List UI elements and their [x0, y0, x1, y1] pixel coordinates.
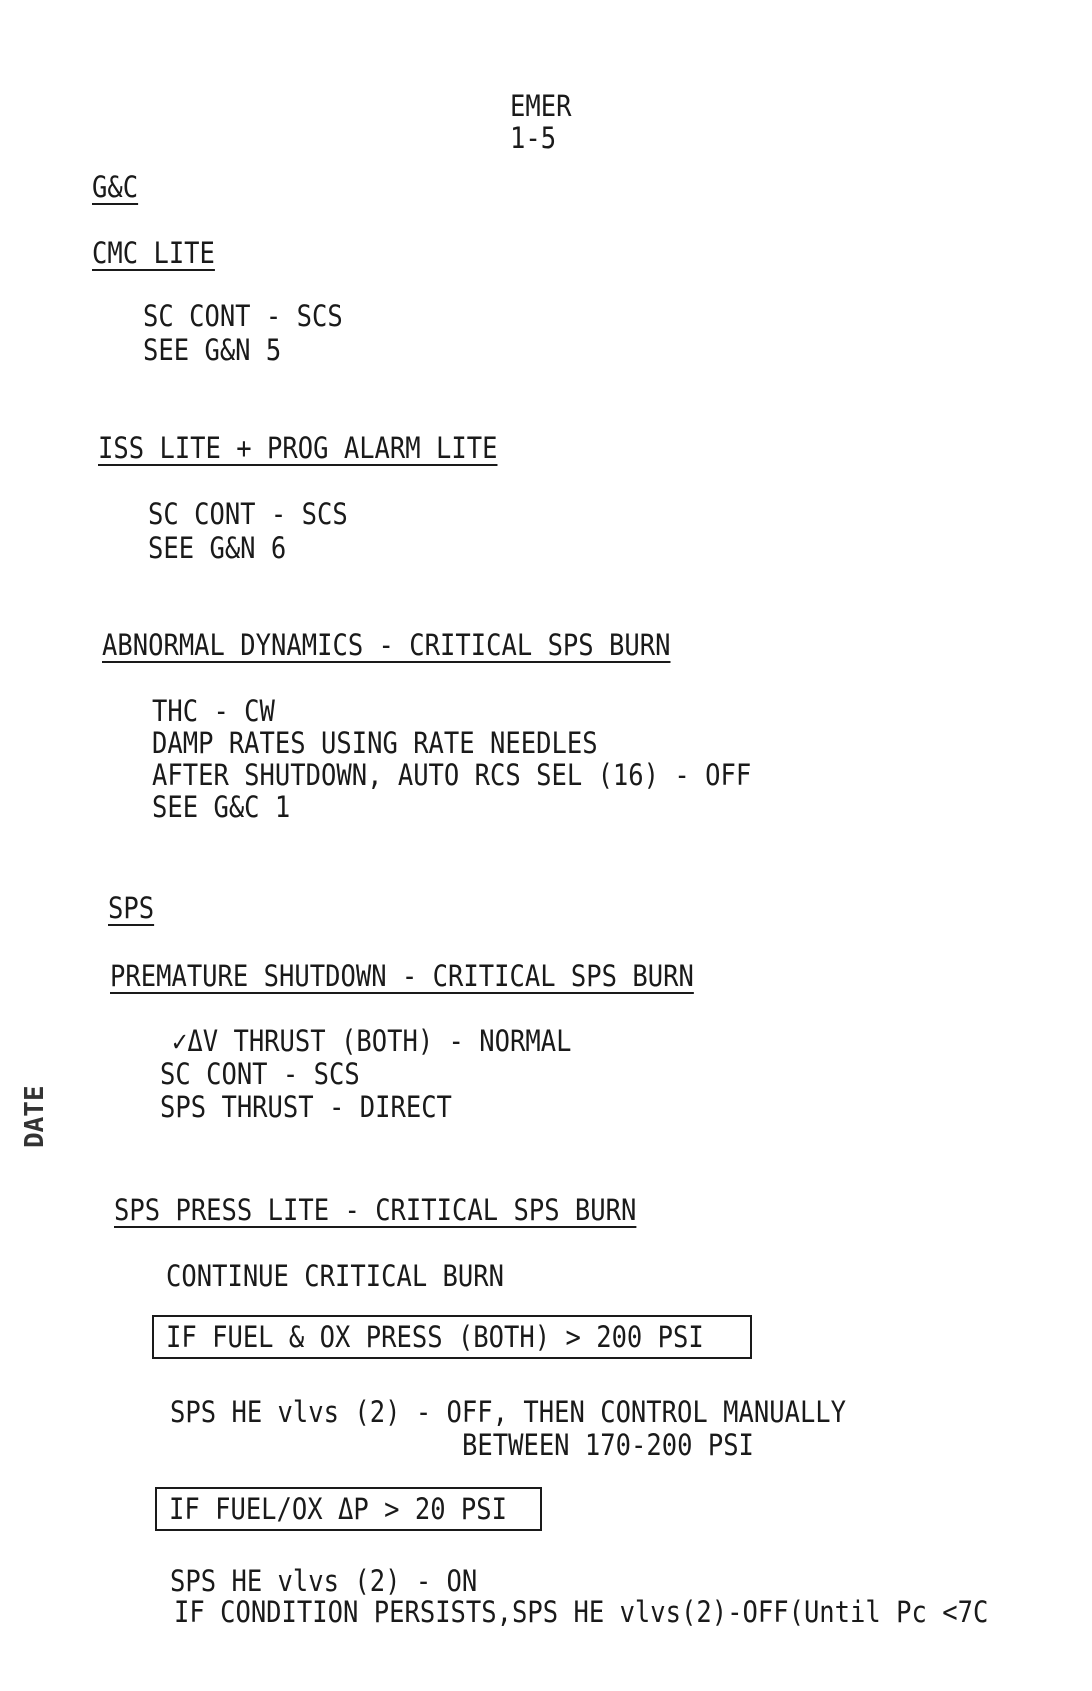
cmc-line-1: SC CONT - SCS	[143, 299, 343, 333]
press-line-continue: CONTINUE CRITICAL BURN	[166, 1259, 505, 1293]
cmc-lite-heading: CMC LITE	[92, 236, 215, 270]
premature-shutdown-heading: PREMATURE SHUTDOWN - CRITICAL SPS BURN	[110, 959, 694, 993]
sps-press-lite-heading: SPS PRESS LITE - CRITICAL SPS BURN	[114, 1193, 637, 1227]
press-line-between: BETWEEN 170-200 PSI	[462, 1428, 754, 1462]
condition-box-fuel-ox-press-text: IF FUEL & OX PRESS (BOTH) > 200 PSI	[166, 1320, 704, 1354]
press-line-condition-persists: IF CONDITION PERSISTS,SPS HE vlvs(2)-OFF(Until Pc <7C	[174, 1595, 989, 1629]
header-page-number: 1-5	[510, 121, 557, 155]
section-sps-heading: SPS	[108, 891, 155, 925]
section-gc-heading: G&C	[92, 170, 139, 204]
header-emer: EMER	[510, 89, 572, 123]
press-line-he-vlvs-off: SPS HE vlvs (2) - OFF, THEN CONTROL MANUALLY	[170, 1395, 847, 1429]
press-line-he-vlvs-on: SPS HE vlvs (2) - ON	[170, 1564, 478, 1598]
condition-box-delta-p-text: IF FUEL/OX ΔP > 20 PSI	[169, 1492, 508, 1526]
premature-line-2: SC CONT - SCS	[160, 1057, 360, 1091]
abn-line-1: THC - CW	[152, 694, 275, 728]
side-date-stamp: DATE	[20, 1085, 50, 1148]
iss-line-2: SEE G&N 6	[148, 531, 287, 565]
abn-line-3: AFTER SHUTDOWN, AUTO RCS SEL (16) - OFF	[152, 758, 752, 792]
condition-box-fuel-ox-press	[152, 1315, 752, 1359]
premature-line-3: SPS THRUST - DIRECT	[160, 1090, 452, 1124]
cmc-line-2: SEE G&N 5	[143, 333, 282, 367]
condition-box-delta-p	[155, 1487, 542, 1531]
abnormal-dynamics-heading: ABNORMAL DYNAMICS - CRITICAL SPS BURN	[102, 628, 671, 662]
abn-line-2: DAMP RATES USING RATE NEEDLES	[152, 726, 598, 760]
iss-line-1: SC CONT - SCS	[148, 497, 348, 531]
iss-lite-heading: ISS LITE + PROG ALARM LITE	[98, 431, 498, 465]
premature-line-1: ✓ΔV THRUST (BOTH) - NORMAL	[172, 1024, 572, 1058]
abn-line-4: SEE G&C 1	[152, 790, 291, 824]
